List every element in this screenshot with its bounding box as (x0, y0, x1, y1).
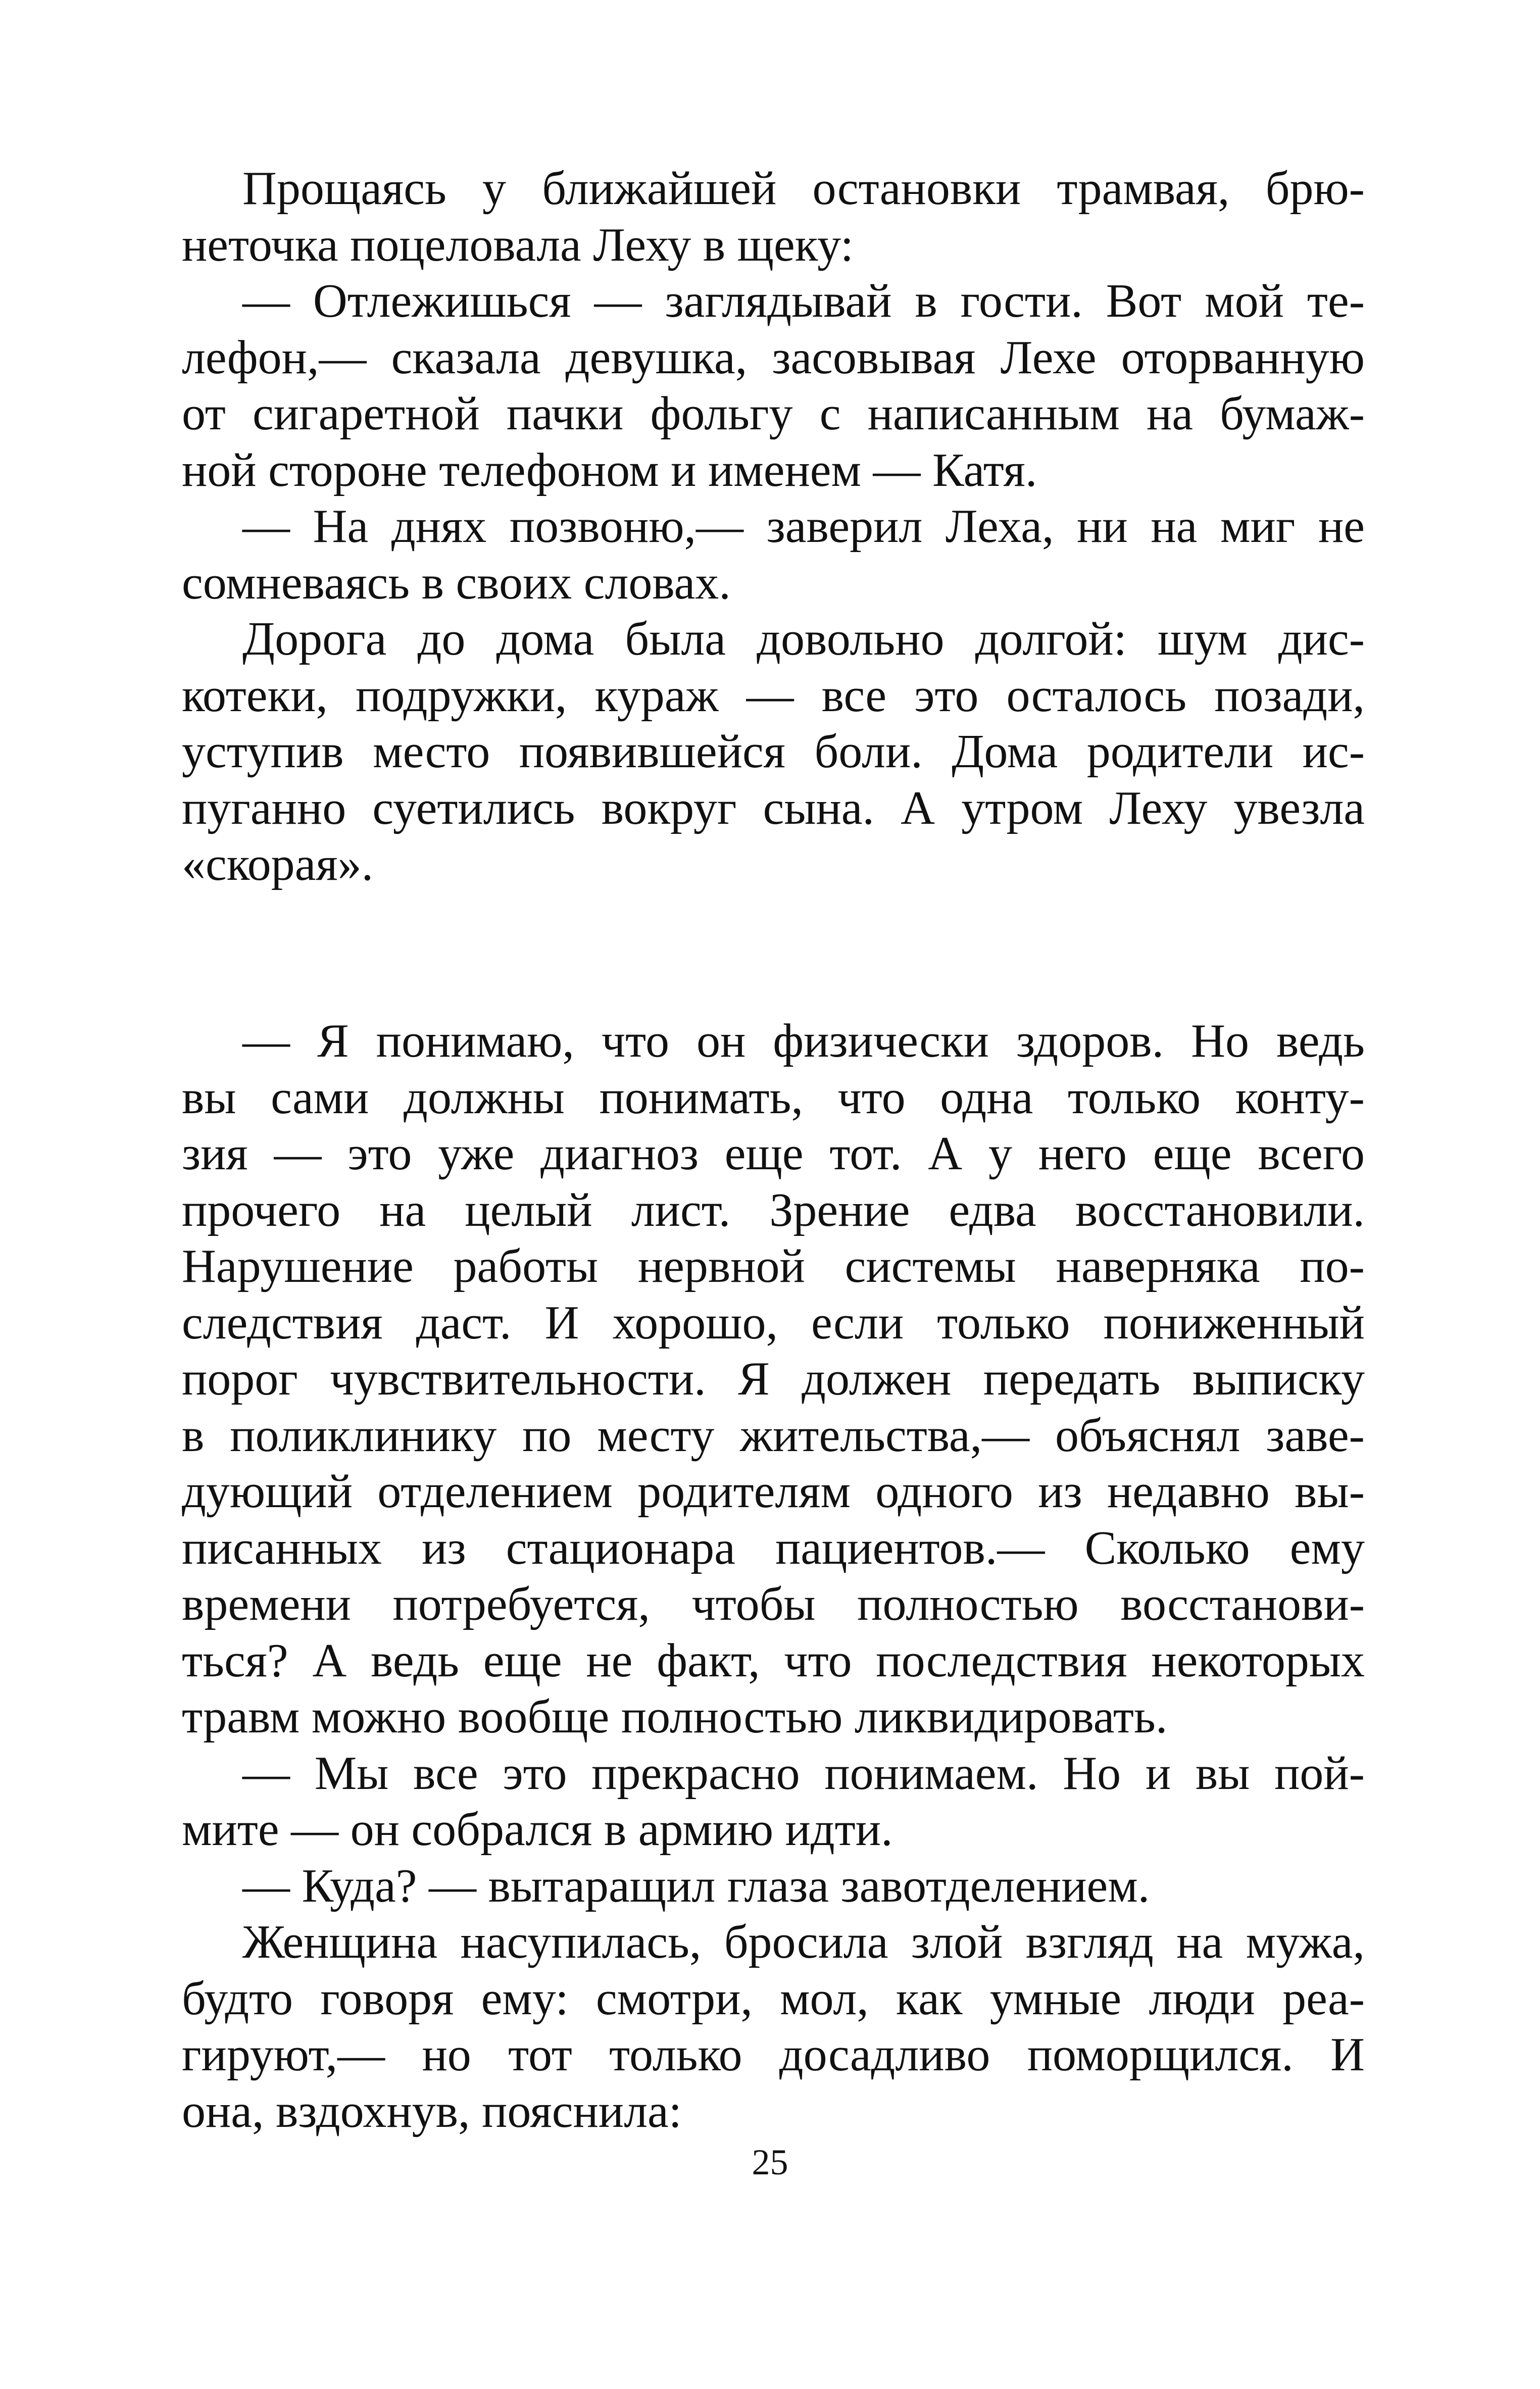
text-line: Прощаясь у ближайшей остановки трамвая, брю- (242, 162, 1365, 215)
text-line: зия — это уже диагноз еще тот. А у него еще всего (182, 1127, 1365, 1180)
page-number: 25 (752, 2142, 788, 2182)
text-line: ться? А ведь еще не факт, что последствия некоторых (182, 1634, 1365, 1687)
text-line: времени потребуется, чтобы полностью восстанови- (182, 1578, 1365, 1630)
text-line: от сигаретной пачки фольгу с написанным на бумаж- (182, 387, 1365, 440)
text-line: писанных из стационара пациентов.— Сколько ему (182, 1521, 1365, 1574)
text-line: ной стороне телефоном и именем — Катя. (182, 443, 1037, 496)
text-line: — На днях позвоню,— заверил Леха, ни на миг не (242, 500, 1365, 553)
text-line: сомневаясь в своих словах. (182, 556, 731, 609)
text-line: она, вздохнув, пояснила: (182, 2084, 682, 2137)
text-line: лефон,— сказала девушка, засовывая Лехе оторванную (182, 331, 1365, 384)
text-line: Женщина насупилась, бросила злой взгляд на мужа, (242, 1916, 1365, 1968)
text-line: — Отлежишься — заглядывай в гости. Вот мой те- (242, 275, 1365, 327)
text-line: мите — он собрался в армию идти. (182, 1803, 893, 1856)
text-line: в поликлинику по месту жительства,— объяснял заве- (182, 1409, 1365, 1462)
text-line: Дорога до дома была довольно долгой: шум дис- (242, 613, 1365, 665)
text-line: Нарушение работы нервной системы наверняка по- (182, 1240, 1365, 1292)
text-block-1 (182, 161, 1365, 893)
text-line: вы сами должны понимать, что одна только конту- (182, 1071, 1365, 1124)
text-line: «скорая». (182, 838, 374, 890)
text-line: неточка поцеловала Леху в щеку: (182, 218, 854, 271)
text-line: — Я понимаю, что он физически здоров. Но ведь (242, 1015, 1365, 1067)
text-line: прочего на целый лист. Зрение едва восстановили. (182, 1183, 1365, 1236)
text-line: пуганно суетились вокруг сына. А утром Леху увезла (182, 781, 1365, 834)
text-line: следствия даст. И хорошо, если только пониженный (182, 1296, 1365, 1349)
text-line: будто говоря ему: смотри, мол, как умные люди реа- (182, 1972, 1365, 2025)
text-line: порог чувствительности. Я должен передать выписку (182, 1353, 1365, 1405)
text-block-2 (182, 1013, 1365, 2139)
text-line: — Мы все это прекрасно понимаем. Но и вы пой- (242, 1747, 1365, 1800)
text-line: гируют,— но тот только досадливо поморщился. И (182, 2028, 1365, 2081)
text-line: — Куда? — вытаращил глаза завотделением. (242, 1859, 1150, 1912)
text-line: дующий отделением родителям одного из недавно вы- (182, 1465, 1365, 1518)
text-line: котеки, подружки, кураж — все это осталось позади, (182, 669, 1365, 722)
text-line: травм можно вообще полностью ликвидировать. (182, 1690, 1168, 1743)
text-line: уступив место появившейся боли. Дома родители ис- (182, 725, 1365, 778)
